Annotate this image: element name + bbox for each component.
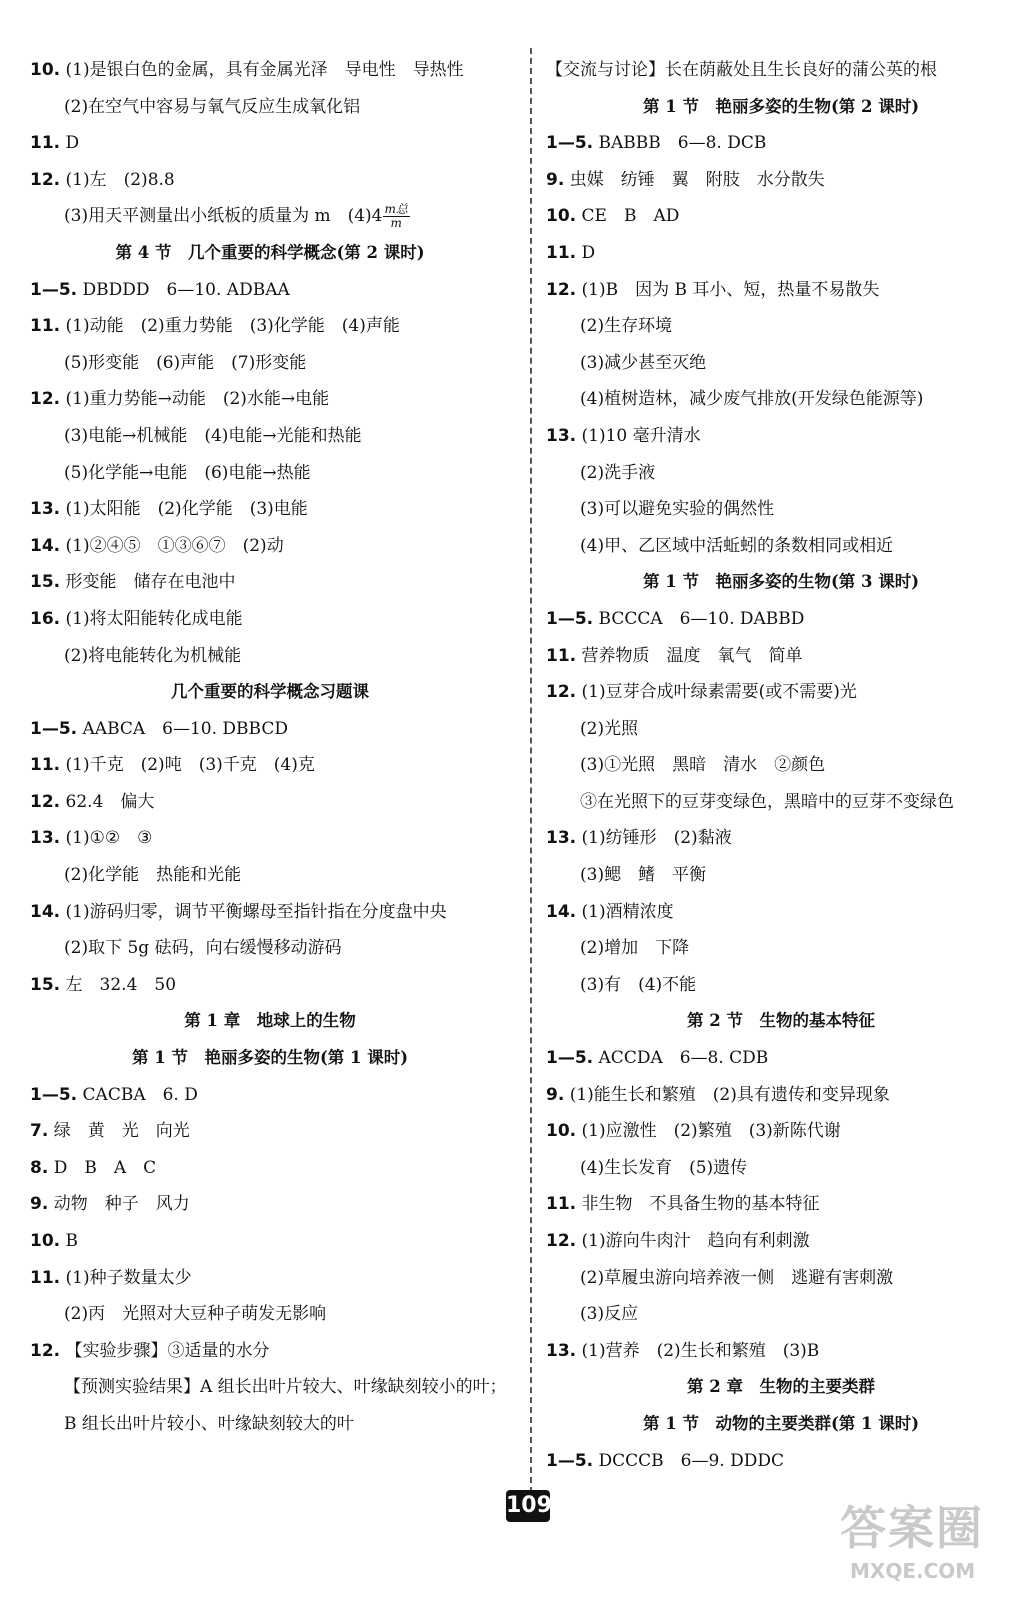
answer-line	[30, 1113, 510, 1150]
answer-text: BCCCA 6—10. DABBD	[598, 608, 805, 629]
watermark-main: 答案圈	[840, 1501, 984, 1555]
answer-text: (5)化学能→电能 (6)电能→热能	[64, 462, 311, 483]
answer-text: (2)化学能 热能和光能	[64, 865, 242, 886]
answer-line	[546, 162, 1016, 199]
answer-line	[30, 491, 510, 528]
answer-text: 第 1 节 艳丽多姿的生物(第 2 课时)	[642, 96, 920, 116]
answer-text: (1)营养 (2)生长和繁殖 (3)B	[581, 1340, 820, 1361]
question-number: 11.	[30, 755, 61, 776]
answer-line	[546, 272, 1016, 309]
answer-text: 左 32.4 50	[65, 974, 177, 995]
question-number: 12.	[546, 1231, 577, 1251]
answer-text: 【预测实验结果】A 组长出叶片较大、叶缘缺刻较小的叶；	[64, 1377, 507, 1398]
question-number: 13.	[546, 828, 577, 849]
answer-line	[546, 894, 1016, 931]
answer-text: CACBA 6. D	[82, 1084, 198, 1105]
question-number: 12.	[30, 389, 61, 410]
question-number: 9.	[546, 169, 565, 190]
question-number: 11.	[30, 133, 61, 154]
question-number: 1—5.	[546, 1450, 594, 1471]
question-number: 10.	[546, 206, 577, 227]
answer-line	[546, 1296, 1016, 1333]
answer-line	[546, 857, 1016, 894]
question-number: 12.	[30, 791, 61, 812]
answer-line	[30, 1077, 510, 1114]
answer-text: (1)能生长和繁殖 (2)具有遗传和变异现象	[569, 1084, 890, 1105]
question-number: 13.	[546, 1340, 577, 1361]
answer-line	[30, 125, 510, 162]
answer-line	[30, 894, 510, 931]
answer-line	[30, 381, 510, 418]
answer-line	[546, 455, 1016, 492]
answer-line	[546, 418, 1016, 455]
question-number: 11.	[30, 316, 61, 337]
answer-line	[546, 381, 1016, 418]
answer-text: (1)游码归零，调节平衡螺母至指针指在分度盘中央	[65, 901, 447, 922]
question-number: 1—5.	[546, 608, 594, 629]
question-number: 10.	[30, 1231, 61, 1251]
answer-text: (1)将太阳能转化成电能	[65, 608, 243, 629]
question-number: 13.	[546, 425, 577, 446]
answer-text: 第 2 章 生物的主要类群	[687, 1377, 875, 1397]
question-number: 12.	[546, 682, 577, 703]
answer-text: (1)豆芽合成叶绿素需要(或不需要)光	[581, 682, 857, 703]
answer-text: 第 1 章 地球上的生物	[184, 1011, 356, 1031]
answer-line	[30, 1333, 510, 1370]
answer-line	[30, 564, 510, 601]
answer-line	[30, 967, 510, 1004]
answer-line	[546, 930, 1016, 967]
answer-line	[546, 1223, 1016, 1260]
left-column	[30, 52, 510, 1443]
question-number: 16.	[30, 608, 61, 629]
answer-line	[546, 1443, 1016, 1480]
answer-line	[30, 820, 510, 857]
answer-text: 虫媒 纺锤 翼 附肢 水分散失	[569, 169, 825, 190]
answer-line	[30, 1260, 510, 1297]
answer-line	[30, 1186, 510, 1223]
answer-text: 营养物质 温度 氧气 简单	[581, 645, 803, 666]
right-column	[546, 52, 1016, 1479]
answer-text: B	[65, 1231, 79, 1251]
answer-line	[546, 1077, 1016, 1114]
answer-text: 形变能 储存在电池中	[65, 572, 236, 593]
answer-text: (1)动能 (2)重力势能 (3)化学能 (4)声能	[65, 316, 400, 337]
column-divider	[530, 48, 532, 1503]
answer-text: 非生物 不具备生物的基本特征	[581, 1194, 820, 1215]
answer-line	[546, 711, 1016, 748]
section-title	[30, 674, 510, 711]
answer-line	[30, 711, 510, 748]
answer-text: (2)生存环境	[580, 316, 673, 337]
answer-line	[30, 162, 510, 199]
answer-text: (2)将电能转化为机械能	[64, 645, 242, 666]
answer-text: 几个重要的科学概念习题课	[171, 682, 369, 702]
question-number: 1—5.	[30, 279, 78, 300]
answer-line	[30, 1406, 510, 1443]
answer-line	[546, 1260, 1016, 1297]
section-title	[546, 1369, 1016, 1406]
page-number: 109	[506, 1490, 550, 1522]
answer-line	[546, 52, 1016, 89]
question-number: 12.	[30, 1340, 61, 1361]
answer-text: (1)千克 (2)吨 (3)千克 (4)克	[65, 755, 315, 776]
answer-text: D B A C	[53, 1157, 157, 1178]
answer-line	[30, 857, 510, 894]
answer-text: (2)光照	[580, 718, 639, 739]
question-number: 15.	[30, 572, 61, 593]
answer-text: (1)②④⑤ ①③⑥⑦ (2)动	[65, 535, 284, 556]
answer-line	[546, 1150, 1016, 1187]
question-number: 9.	[30, 1194, 49, 1215]
section-title	[546, 89, 1016, 126]
section-title	[30, 1003, 510, 1040]
answer-text: (2)洗手液	[580, 462, 656, 483]
question-number: 14.	[30, 535, 61, 556]
answer-line	[30, 418, 510, 455]
answer-line	[30, 930, 510, 967]
question-number: 15.	[30, 974, 61, 995]
answer-text: (2)在空气中容易与氧气反应生成氧化铝	[64, 96, 361, 117]
answer-line	[30, 601, 510, 638]
answer-line	[546, 784, 1016, 821]
question-number: 10.	[30, 60, 61, 80]
answer-text: DCCCB 6—9. DDDC	[598, 1450, 785, 1471]
answer-text: BABBB 6—8. DCB	[598, 133, 767, 154]
answer-text: (3)电能→机械能 (4)电能→光能和热能	[64, 425, 362, 446]
answer-text: (3)减少甚至灭绝	[580, 352, 707, 373]
answer-text: 【交流与讨论】长在荫蔽处且生长良好的蒲公英的根	[546, 60, 937, 80]
answer-text: 第 4 节 几个重要的科学概念(第 2 课时)	[115, 242, 425, 262]
answer-line	[546, 528, 1016, 565]
answer-line	[546, 1040, 1016, 1077]
question-number: 7.	[30, 1121, 49, 1142]
question-number: 9.	[546, 1084, 565, 1105]
answer-line	[546, 601, 1016, 638]
question-number: 1—5.	[30, 718, 78, 739]
answer-text: D	[581, 242, 596, 263]
answer-text: (4)甲、乙区域中活蚯蚓的条数相同或相近	[580, 535, 894, 556]
answer-line	[30, 52, 510, 89]
answer-text: AABCA 6—10. DBBCD	[82, 718, 289, 739]
answer-line	[546, 820, 1016, 857]
answer-line	[30, 528, 510, 565]
fraction	[383, 203, 410, 230]
answer-text: B 组长出叶片较小、叶缘缺刻较大的叶	[64, 1413, 354, 1434]
answer-text: 第 1 节 动物的主要类群(第 1 课时)	[642, 1413, 920, 1433]
answer-line	[546, 967, 1016, 1004]
answer-line	[546, 125, 1016, 162]
watermark-sub: MXQE.COM	[850, 1559, 976, 1583]
answer-text: (3)鳃 鳍 平衡	[580, 865, 707, 886]
answer-text: (3)有 (4)不能	[580, 974, 697, 995]
answer-text: (3)反应	[580, 1304, 639, 1325]
answer-line	[30, 1296, 510, 1333]
answer-text: (3)①光照 黑暗 清水 ②颜色	[580, 755, 826, 776]
answer-text: 第 1 节 艳丽多姿的生物(第 3 课时)	[642, 572, 920, 592]
answer-line	[546, 1113, 1016, 1150]
answer-text: 第 2 节 生物的基本特征	[687, 1011, 875, 1031]
watermark-logo	[840, 1500, 1030, 1595]
answer-text: (1)种子数量太少	[65, 1267, 192, 1288]
fraction-numerator: m总	[384, 202, 408, 217]
question-number: 14.	[546, 901, 577, 922]
answer-line	[30, 455, 510, 492]
answer-line	[546, 1333, 1016, 1370]
question-number: 1—5.	[546, 133, 594, 154]
answer-line	[546, 674, 1016, 711]
answer-line	[30, 89, 510, 126]
answer-line	[546, 638, 1016, 675]
answer-line	[30, 272, 510, 309]
answer-line	[30, 1150, 510, 1187]
answer-text: DBDDD 6—10. ADBAA	[82, 279, 290, 300]
question-number: 13.	[30, 828, 61, 849]
section-title	[546, 564, 1016, 601]
fraction-denominator: m	[390, 216, 402, 231]
answer-line	[30, 1223, 510, 1260]
answer-text: ACCDA 6—8. CDB	[598, 1048, 769, 1069]
section-title	[30, 235, 510, 272]
answer-line	[30, 198, 510, 235]
answer-text: (2)草履虫游向培养液一侧 逃避有害刺激	[580, 1267, 894, 1288]
question-number: 11.	[546, 242, 577, 263]
answer-line	[30, 308, 510, 345]
question-number: 1—5.	[546, 1048, 594, 1069]
question-number: 11.	[546, 645, 577, 666]
question-number: 11.	[546, 1194, 577, 1215]
question-number: 12.	[546, 279, 577, 300]
answer-text: (5)形变能 (6)声能 (7)形变能	[64, 352, 307, 373]
question-number: 14.	[30, 901, 61, 922]
answer-text: (2)取下 5g 砝码，向右缓慢移动游码	[64, 938, 342, 959]
answer-line	[30, 1369, 510, 1406]
answer-line	[30, 638, 510, 675]
answer-text: (4)生长发育 (5)遗传	[580, 1157, 748, 1178]
answer-text: (1)10 毫升清水	[581, 425, 701, 446]
answer-text: (1)①② ③	[65, 828, 153, 849]
answer-text: CE B AD	[581, 206, 680, 227]
answer-line	[30, 784, 510, 821]
answer-text: (2)增加 下降	[580, 938, 690, 959]
question-number: 8.	[30, 1157, 49, 1178]
section-title	[30, 1040, 510, 1077]
question-number: 11.	[30, 1267, 61, 1288]
answer-text: (1)是银白色的金属，具有金属光泽 导电性 导热性	[65, 60, 464, 80]
answer-text: (1)纺锤形 (2)黏液	[581, 828, 732, 849]
answer-line	[546, 747, 1016, 784]
answer-line	[546, 235, 1016, 272]
question-number: 10.	[546, 1121, 577, 1142]
question-number: 13.	[30, 499, 61, 520]
question-number: 12.	[30, 169, 61, 190]
question-number: 1—5.	[30, 1084, 78, 1105]
answer-text: 绿 黄 光 向光	[53, 1121, 190, 1142]
answer-text: (4)植树造林，减少废气排放(开发绿色能源等)	[580, 389, 924, 410]
answer-line	[30, 747, 510, 784]
section-title	[546, 1003, 1016, 1040]
answer-line	[546, 198, 1016, 235]
answer-text: 62.4 偏大	[65, 791, 155, 812]
answer-text: (2)丙 光照对大豆种子萌发无影响	[64, 1304, 327, 1325]
answer-text: 第 1 节 艳丽多姿的生物(第 1 课时)	[131, 1048, 409, 1068]
answer-text: (1)酒精浓度	[581, 901, 674, 922]
answer-line	[546, 491, 1016, 528]
answer-text: D	[65, 133, 80, 154]
answer-text: (3)用天平测量出小纸板的质量为 m (4)4	[64, 206, 383, 227]
answer-text: (1)左 (2)8.8	[65, 169, 175, 190]
answer-text: (1)太阳能 (2)化学能 (3)电能	[65, 499, 308, 520]
answer-text: (1)游向牛肉汁 趋向有利刺激	[581, 1231, 810, 1251]
answer-text: 动物 种子 风力	[53, 1194, 190, 1215]
answer-line	[546, 1186, 1016, 1223]
answer-line	[546, 308, 1016, 345]
answer-text: ③在光照下的豆芽变绿色，黑暗中的豆芽不变绿色	[580, 791, 954, 812]
answer-text: (1)重力势能→动能 (2)水能→电能	[65, 389, 330, 410]
answer-line	[30, 345, 510, 382]
answer-text: (1)应激性 (2)繁殖 (3)新陈代谢	[581, 1121, 841, 1142]
answer-text: (1)B 因为 B 耳小、短，热量不易散失	[581, 279, 880, 300]
answer-text: (3)可以避免实验的偶然性	[580, 499, 775, 520]
section-title	[546, 1406, 1016, 1443]
answer-line	[546, 345, 1016, 382]
answer-text: 【实验步骤】③适量的水分	[65, 1340, 270, 1361]
